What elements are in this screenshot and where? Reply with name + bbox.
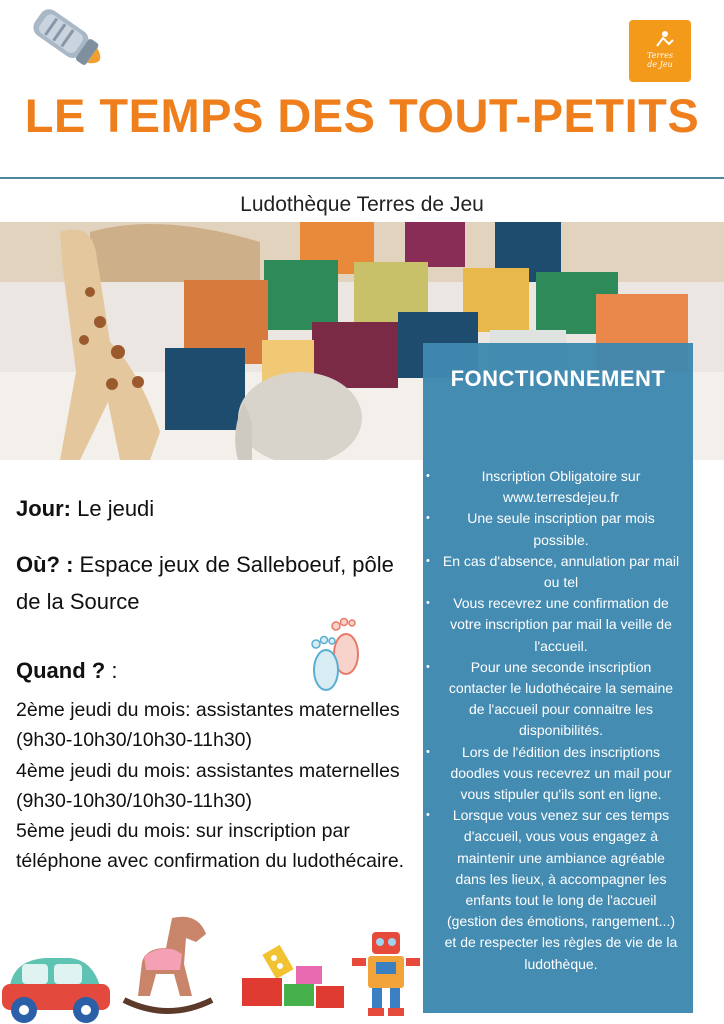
list-item: • En cas d'absence, annulation par mail ou tel: [428, 551, 686, 593]
page-title: LE TEMPS DES TOUT-PETITS: [24, 89, 700, 142]
schedule-details: [16, 695, 416, 877]
location-info: [16, 546, 416, 620]
logo-text-line2: de Jeu: [647, 60, 673, 69]
list-item: • Vous recevrez une confirmation de votre inscription par mail la veille de l'accueil.: [428, 593, 686, 657]
toy-car-icon: [0, 950, 112, 1024]
header-divider: [0, 177, 724, 179]
when-suffix: :: [105, 658, 118, 683]
rocking-horse-icon: [122, 912, 214, 1018]
list-item: • Lorsque vous venez sur ces temps d'accueil, vous vous engagez à maintenir une ambiance agréable dans les lieux, à accompagner les enfants tout le long de l'accueil (gestion des émotions, rangement...) et de respecter les règles de vie de la ludothèque.: [428, 805, 686, 975]
schedule-line: 4ème jeudi du mois: assistantes maternelles (9h30-10h30/10h30-11h30): [16, 759, 400, 812]
page-subtitle: Ludothèque Terres de Jeu: [240, 193, 484, 216]
baby-feet-icon: [304, 616, 366, 696]
day-value: Le jeudi: [71, 496, 155, 521]
toy-blocks-icon: [238, 940, 346, 1012]
list-item: • Lors de l'édition des inscriptions doodles vous recevrez un mail pour vous stipuler qu'ils sont en ligne.: [428, 742, 686, 806]
list-item: • Pour une seconde inscription contacter le ludothécaire la semaine de l'accueil pour connaitre les disponibilités.: [428, 657, 686, 742]
when-heading: [16, 658, 117, 684]
day-info: [16, 496, 154, 522]
when-label: Quand ?: [16, 658, 106, 683]
list-item: • Une seule inscription par mois possible.: [428, 508, 686, 550]
terres-de-jeu-logo: [629, 20, 691, 82]
location-label: Où? :: [16, 552, 74, 577]
list-item: • Inscription Obligatoire sur www.terresdejeu.fr: [428, 466, 686, 508]
day-label: Jour:: [16, 496, 71, 521]
toy-robot-icon: [348, 928, 424, 1018]
logo-figure-icon: [629, 24, 691, 54]
logo-text-line1: Terres: [647, 51, 673, 60]
location-value: Espace jeux de Salleboeuf, pôle de la Source: [16, 552, 394, 614]
rules-list: [428, 466, 686, 975]
panel-title: FONCTIONNEMENT: [450, 366, 666, 391]
schedule-line: 5ème jeudi du mois: sur inscription par téléphone avec confirmation du ludothécaire.: [16, 820, 405, 873]
schedule-line: 2ème jeudi du mois: assistantes maternelles (9h30-10h30/10h30-11h30): [16, 699, 400, 752]
baby-bottle-icon: [22, 2, 114, 80]
